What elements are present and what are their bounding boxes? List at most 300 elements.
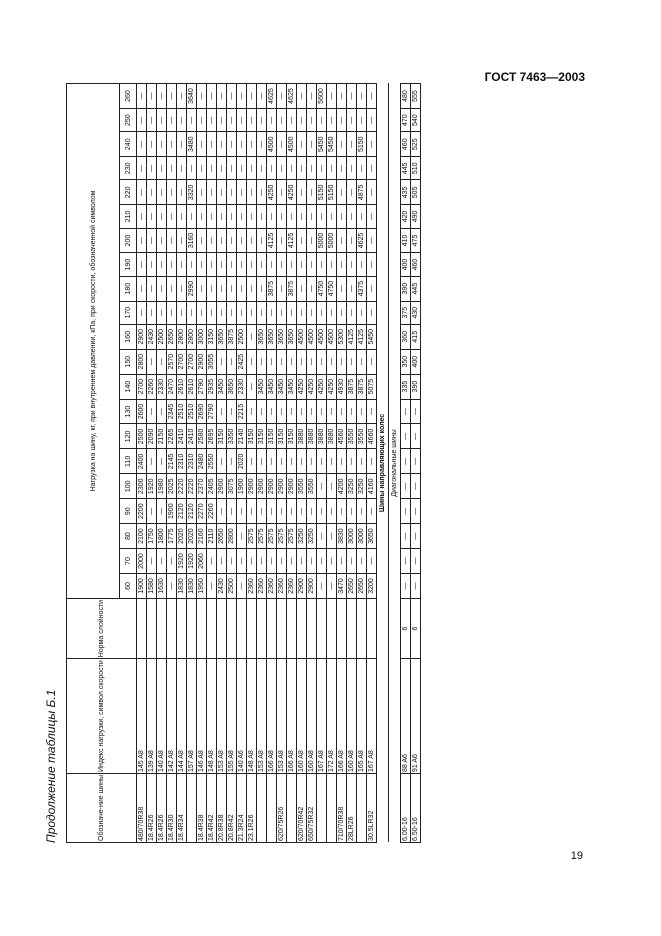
table-cell: —: [147, 228, 157, 253]
table-cell: —: [367, 132, 377, 157]
table-cell: —: [317, 253, 327, 276]
table-cell: 2145: [167, 449, 177, 474]
table-cell: 2025: [167, 474, 177, 499]
table-cell: 1775: [167, 524, 177, 549]
table-cell: [207, 598, 217, 658]
table-cell: —: [227, 84, 237, 109]
table-cell: 3450: [277, 374, 287, 399]
table-cell: —: [277, 449, 287, 474]
table-cell: —: [227, 180, 237, 205]
table-cell: 350: [401, 349, 411, 374]
table-cell: —: [317, 205, 327, 228]
table-cell: 5150: [327, 180, 337, 205]
table-cell: 2800: [137, 349, 147, 374]
table-cell: 2575: [277, 524, 287, 549]
table-cell: 2405: [207, 474, 217, 499]
table-cell: —: [137, 84, 147, 109]
table-cell: —: [277, 109, 287, 132]
table-caption: Продолжение таблицы Б.1: [44, 689, 58, 843]
subsection-title-label: Диагональные шины: [389, 84, 401, 843]
table-cell: —: [347, 109, 357, 132]
table-cell: —: [187, 253, 197, 276]
table-cell: —: [147, 253, 157, 276]
table-cell: —: [347, 399, 357, 424]
pressure-header: 160: [120, 324, 137, 349]
table-cell: 3250: [357, 474, 367, 499]
table-row: [227, 84, 237, 843]
table-cell: 165 A8: [357, 659, 367, 774]
table-cell: 167 A8: [317, 659, 327, 774]
table-cell: —: [207, 574, 217, 599]
table-cell: —: [197, 157, 207, 180]
table-cell: —: [277, 180, 287, 205]
table-cell: —: [227, 253, 237, 276]
table-cell: 4250: [287, 180, 297, 205]
table-cell: 335: [401, 374, 411, 399]
table-cell: [197, 598, 207, 658]
table-cell: —: [257, 157, 267, 180]
table-cell: —: [337, 301, 347, 324]
table-cell: —: [237, 205, 247, 228]
table-cell: —: [297, 449, 307, 474]
table-cell: —: [237, 574, 247, 599]
table-cell: 18.4R34: [177, 774, 187, 843]
table-cell: —: [237, 499, 247, 524]
table-cell: —: [227, 132, 237, 157]
table-cell: —: [157, 132, 167, 157]
table-cell: —: [317, 157, 327, 180]
table-cell: [147, 598, 157, 658]
table-cell: 4125: [287, 228, 297, 253]
table-row: [247, 84, 257, 843]
table-cell: 3000: [197, 324, 207, 349]
table-cell: —: [367, 301, 377, 324]
table-cell: 2020: [177, 524, 187, 549]
table-cell: 2150: [157, 424, 167, 449]
table-row: [167, 84, 177, 843]
table-cell: 2500: [137, 424, 147, 449]
table-cell: 20.8R42: [227, 774, 237, 843]
table-cell: —: [307, 301, 317, 324]
table-cell: —: [357, 109, 367, 132]
table-cell: 18.4R26: [147, 774, 157, 843]
table-cell: —: [401, 399, 411, 424]
table-cell: —: [197, 132, 207, 157]
table-cell: 1830: [187, 574, 197, 599]
table-cell: 4875: [357, 180, 367, 205]
table-cell: 2500: [227, 574, 237, 599]
table-cell: 5000: [317, 228, 327, 253]
table-cell: 6: [411, 598, 421, 658]
table-cell: —: [257, 253, 267, 276]
table-cell: 3150: [257, 424, 267, 449]
table-cell: 470: [401, 109, 411, 132]
table-cell: —: [257, 180, 267, 205]
table-cell: 1750: [147, 524, 157, 549]
table-cell: —: [207, 84, 217, 109]
table-cell: —: [227, 301, 237, 324]
table-cell: —: [297, 276, 307, 301]
header-index: Индекс нагрузки, символ скорости: [67, 659, 137, 774]
table-cell: 166 A8: [267, 659, 277, 774]
table-cell: —: [317, 449, 327, 474]
table-cell: 2265: [167, 424, 177, 449]
table-cell: —: [147, 205, 157, 228]
table-cell: 2900: [257, 474, 267, 499]
table-cell: —: [307, 399, 317, 424]
table-cell: 3470: [337, 574, 347, 599]
table-cell: 480/70R38: [137, 774, 147, 843]
table-cell: —: [247, 349, 257, 374]
table-cell: —: [157, 157, 167, 180]
table-cell: [167, 598, 177, 658]
table-cell: —: [307, 205, 317, 228]
table-cell: —: [147, 399, 157, 424]
table-cell: —: [247, 549, 257, 574]
table-cell: 3650: [227, 374, 237, 399]
table-cell: 2575: [257, 524, 267, 549]
table-cell: —: [157, 399, 167, 424]
table-cell: —: [327, 499, 337, 524]
pressure-header: 120: [120, 424, 137, 449]
table-cell: —: [167, 574, 177, 599]
table-cell: —: [197, 253, 207, 276]
table-row: [401, 84, 411, 843]
table-cell: 3550: [347, 424, 357, 449]
table-cell: —: [247, 499, 257, 524]
table-cell: 4500: [317, 324, 327, 349]
table-cell: 6.00-16: [401, 774, 411, 843]
table-cell: 2140: [237, 424, 247, 449]
table-cell: —: [297, 499, 307, 524]
table-cell: 1900: [137, 574, 147, 599]
table-cell: —: [247, 84, 257, 109]
table-cell: —: [197, 205, 207, 228]
table-cell: 475: [411, 228, 421, 253]
table-cell: 4250: [317, 374, 327, 399]
pressure-header: 250: [120, 109, 137, 132]
table-cell: —: [287, 399, 297, 424]
table-cell: 2690: [197, 399, 207, 424]
table-cell: [247, 598, 257, 658]
table-cell: 148 A8: [207, 659, 217, 774]
table-cell: 2360: [267, 574, 277, 599]
table-cell: 3250: [297, 524, 307, 549]
table-cell: —: [247, 324, 257, 349]
table-cell: —: [187, 109, 197, 132]
table-cell: —: [297, 180, 307, 205]
table-cell: 3150: [217, 424, 227, 449]
table-cell: —: [227, 228, 237, 253]
table-cell: 2345: [167, 399, 177, 424]
table-cell: —: [317, 549, 327, 574]
section-title-label: Шины направляющих колес: [377, 84, 389, 843]
table-row: [307, 84, 317, 843]
table-cell: —: [307, 84, 317, 109]
table-cell: —: [197, 228, 207, 253]
table-cell: —: [257, 301, 267, 324]
table-cell: 360: [401, 324, 411, 349]
table-cell: 2310: [187, 449, 197, 474]
table-cell: 2500: [237, 324, 247, 349]
table-cell: 18.4R30: [167, 774, 177, 843]
table-cell: —: [257, 276, 267, 301]
table-cell: —: [327, 84, 337, 109]
table-cell: —: [337, 399, 347, 424]
table-cell: —: [167, 132, 177, 157]
table-cell: —: [367, 84, 377, 109]
table-cell: [347, 598, 357, 658]
table-row: [357, 84, 367, 843]
pressure-header: 240: [120, 132, 137, 157]
table-cell: —: [227, 276, 237, 301]
table-cell: —: [401, 474, 411, 499]
table-cell: 2500: [157, 324, 167, 349]
table-cell: 4500: [297, 324, 307, 349]
table-cell: 139 A8: [147, 659, 157, 774]
table-cell: —: [277, 157, 287, 180]
table-cell: [317, 598, 327, 658]
table-cell: —: [277, 399, 287, 424]
table-cell: —: [137, 157, 147, 180]
table-cell: —: [347, 276, 357, 301]
table-cell: —: [247, 399, 257, 424]
table-cell: 620/70R42: [297, 774, 307, 843]
table-cell: [327, 598, 337, 658]
table-cell: —: [237, 549, 247, 574]
table-cell: —: [287, 205, 297, 228]
table-cell: —: [337, 349, 347, 374]
table-cell: —: [307, 549, 317, 574]
table-cell: 2400: [137, 449, 147, 474]
table-cell: [297, 598, 307, 658]
table-cell: —: [347, 499, 357, 524]
table-cell: —: [357, 253, 367, 276]
table-cell: —: [177, 276, 187, 301]
table-cell: 3200: [367, 574, 377, 599]
table-cell: —: [257, 205, 267, 228]
table-cell: —: [297, 349, 307, 374]
table-cell: —: [137, 276, 147, 301]
table-cell: —: [177, 253, 187, 276]
table-cell: 2100: [137, 524, 147, 549]
table-cell: 140 A6: [237, 659, 247, 774]
table-cell: 6.50-16: [411, 774, 421, 843]
table-cell: 2900: [297, 574, 307, 599]
table-cell: —: [277, 549, 287, 574]
table-cell: —: [347, 205, 357, 228]
table-cell: —: [337, 228, 347, 253]
table-cell: —: [237, 84, 247, 109]
table-cell: 4500: [327, 324, 337, 349]
table-cell: —: [187, 205, 197, 228]
table-cell: —: [167, 301, 177, 324]
table-cell: 5300: [337, 324, 347, 349]
table-cell: —: [337, 180, 347, 205]
table-cell: —: [227, 157, 237, 180]
table-cell: —: [327, 449, 337, 474]
pressure-header: 130: [120, 399, 137, 424]
pressure-header: 180: [120, 276, 137, 301]
table-cell: —: [227, 449, 237, 474]
table-cell: 2310: [177, 449, 187, 474]
table-cell: —: [327, 253, 337, 276]
table-cell: 146 A8: [197, 659, 207, 774]
table-cell: 3450: [267, 374, 277, 399]
table-cell: —: [207, 157, 217, 180]
table-cell: —: [147, 549, 157, 574]
table-cell: 1630: [157, 574, 167, 599]
table-cell: 2650: [167, 324, 177, 349]
table-cell: —: [137, 301, 147, 324]
table-cell: —: [327, 524, 337, 549]
table-cell: 18.4R38: [197, 774, 207, 843]
table-cell: —: [401, 499, 411, 524]
table-cell: 3650: [367, 524, 377, 549]
table-cell: —: [167, 228, 177, 253]
table-cell: —: [297, 132, 307, 157]
table-cell: 2215: [237, 399, 247, 424]
table-cell: —: [327, 109, 337, 132]
table-cell: —: [327, 549, 337, 574]
table-cell: —: [317, 399, 327, 424]
table-cell: 2935: [207, 374, 217, 399]
table-cell: —: [277, 228, 287, 253]
table-cell: —: [137, 253, 147, 276]
table-cell: 145 A8: [137, 659, 147, 774]
table-cell: —: [297, 84, 307, 109]
table-cell: —: [267, 253, 277, 276]
table-cell: 2360: [257, 574, 267, 599]
table-cell: 5150: [317, 180, 327, 205]
table-cell: —: [287, 499, 297, 524]
table-cell: 4500: [307, 324, 317, 349]
table-cell: 2330: [237, 374, 247, 399]
pressure-header: 170: [120, 301, 137, 324]
table-cell: —: [367, 449, 377, 474]
table-cell: —: [411, 449, 421, 474]
pressure-header: 110: [120, 449, 137, 474]
table-cell: 2610: [187, 374, 197, 399]
table-cell: 400: [401, 253, 411, 276]
table-cell: 4625: [267, 84, 277, 109]
table-cell: —: [217, 301, 227, 324]
table-cell: —: [147, 499, 157, 524]
table-cell: —: [197, 301, 207, 324]
table-cell: 2650: [357, 574, 367, 599]
table-row: [147, 84, 157, 843]
table-cell: —: [257, 228, 267, 253]
table-cell: 2650: [347, 574, 357, 599]
table-cell: 2900: [137, 324, 147, 349]
table-cell: —: [307, 228, 317, 253]
table-cell: —: [167, 205, 177, 228]
table-cell: 420: [401, 205, 411, 228]
table-cell: 3550: [297, 474, 307, 499]
table-cell: [367, 598, 377, 658]
table-cell: —: [337, 157, 347, 180]
table-cell: 3875: [287, 276, 297, 301]
table-cell: —: [167, 84, 177, 109]
table-cell: 1800: [157, 524, 167, 549]
table-cell: 3875: [267, 276, 277, 301]
table-cell: —: [147, 349, 157, 374]
table-cell: [357, 598, 367, 658]
table-row: [297, 84, 307, 843]
table-cell: —: [147, 157, 157, 180]
table-cell: 157 A8: [187, 659, 197, 774]
table-cell: 153 A8: [217, 659, 227, 774]
table-cell: —: [337, 205, 347, 228]
table-cell: —: [177, 180, 187, 205]
table-cell: —: [237, 180, 247, 205]
table-cell: —: [327, 474, 337, 499]
table-cell: 4250: [267, 180, 277, 205]
table-cell: [287, 598, 297, 658]
table-cell: [157, 598, 167, 658]
table-cell: —: [307, 349, 317, 374]
table-cell: —: [217, 157, 227, 180]
table-cell: 2990: [187, 276, 197, 301]
table-cell: —: [337, 549, 347, 574]
table-row: [177, 84, 187, 843]
table-cell: —: [347, 132, 357, 157]
pressure-header: 140: [120, 374, 137, 399]
table-cell: 4125: [347, 324, 357, 349]
table-cell: 1830: [177, 574, 187, 599]
table-cell: [307, 598, 317, 658]
table-cell: —: [267, 349, 277, 374]
table-cell: —: [237, 132, 247, 157]
table-row: [347, 84, 357, 843]
table-cell: —: [147, 449, 157, 474]
table-cell: —: [207, 301, 217, 324]
table-cell: 2580: [197, 424, 207, 449]
table-cell: 2370: [197, 474, 207, 499]
table-cell: —: [357, 205, 367, 228]
table-cell: 2060: [197, 549, 207, 574]
table-cell: —: [357, 449, 367, 474]
table-cell: [267, 774, 277, 843]
table-cell: —: [197, 109, 207, 132]
table-cell: 2600: [137, 399, 147, 424]
table-cell: 3875: [347, 374, 357, 399]
table-cell: —: [307, 109, 317, 132]
table-cell: 3875: [227, 324, 237, 349]
table-cell: —: [217, 84, 227, 109]
table-cell: —: [187, 157, 197, 180]
table-cell: —: [367, 349, 377, 374]
table-cell: —: [167, 253, 177, 276]
table-cell: —: [247, 109, 257, 132]
pressure-header: 80: [120, 524, 137, 549]
table-cell: —: [367, 549, 377, 574]
table-cell: 153 A8: [277, 659, 287, 774]
pressure-header: 70: [120, 549, 137, 574]
table-cell: 3250: [347, 474, 357, 499]
table-cell: 3650: [217, 324, 227, 349]
table-cell: —: [327, 205, 337, 228]
table-cell: —: [347, 301, 357, 324]
table-cell: 4500: [287, 132, 297, 157]
table-row: [237, 84, 247, 843]
pressure-header: 220: [120, 180, 137, 205]
table-cell: 480: [401, 84, 411, 109]
table-cell: 445: [401, 157, 411, 180]
table-cell: —: [147, 84, 157, 109]
table-cell: [137, 598, 147, 658]
pressure-header: 60: [120, 574, 137, 599]
